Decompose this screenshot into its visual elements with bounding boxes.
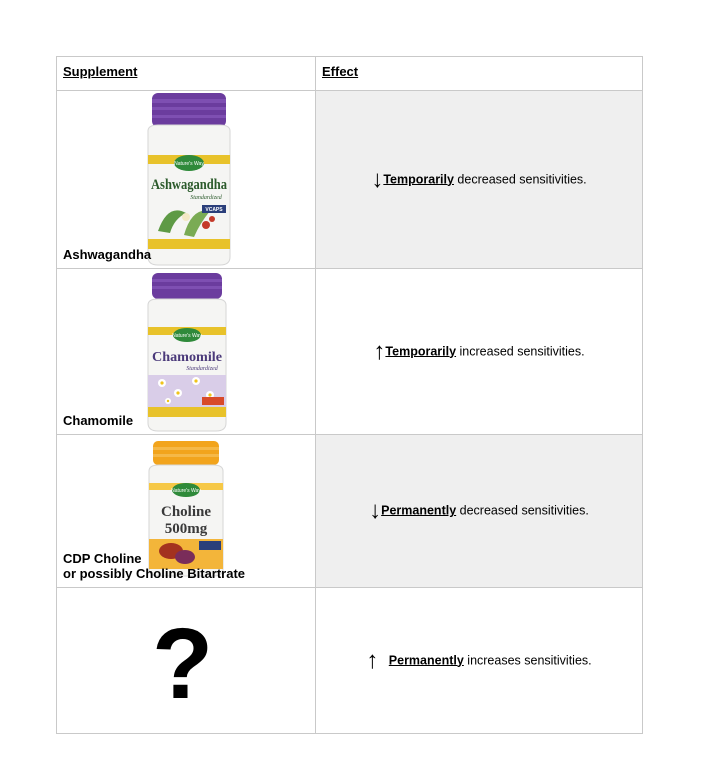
effect-keyword: Permanently [388,652,464,667]
ashwagandha-bottle-image [144,91,234,266]
effect-keyword: Permanently [381,503,457,518]
header-cell-supplement [57,57,316,91]
arrow-up-icon: ↑ [373,337,386,365]
header-row [57,57,643,91]
supplement-cell [57,588,316,734]
ashwagandha-badge: VCAPS [205,207,223,213]
ashwagandha-label: Ashwagandha [151,177,228,193]
choline-label: Choline [160,504,212,520]
header-cell-effect [316,57,643,91]
effect-description: increased sensitivities. [456,343,585,358]
ashwagandha-brand: Nature's Way [174,161,204,167]
supplement-name-line: Chamomile [63,413,134,428]
choline-brand: Nature's Way [171,488,201,494]
effect-description: decreased sensitivities. [456,503,589,518]
effect-text [316,165,642,193]
effect-cell [316,435,643,588]
effect-keyword: Temporarily [383,171,454,186]
supplement-name-line: Ashwagandha [63,247,152,262]
chamomile-sub: Standardized [186,366,218,372]
choline-dose: 500mg [164,521,208,537]
table-row [57,269,643,435]
effect-cell [316,269,643,435]
supplement-name [63,551,245,581]
header-effect: Effect [322,64,359,79]
effect-text [316,646,642,674]
arrow-down-icon: ↓ [371,165,384,193]
supplement-name-line: CDP Choline [63,551,142,566]
question-mark: ? [152,608,214,720]
header-supplement: Supplement [63,64,138,79]
effect-cell [316,91,643,269]
arrow-up-icon: ↑ [366,646,379,674]
supplement-cell [57,435,316,588]
supplement-table [56,56,643,734]
effect-cell [316,588,643,734]
table-row [57,435,643,588]
supplement-name [63,247,151,262]
supplement-name [63,413,133,428]
supplement-cell [57,269,316,435]
effect-text [316,337,642,365]
ashwagandha-sub: Standardized [190,195,222,201]
chamomile-brand: Nature's Way [172,333,202,339]
table-row [57,588,643,734]
effect-text [316,497,642,524]
table-row [57,91,643,269]
effect-description: increases sensitivities. [463,652,592,667]
arrow-down-icon: ↓ [369,497,382,524]
supplement-name-line: or possibly Choline Bitartrate [63,566,246,581]
chamomile-label: Chamomile [152,350,222,365]
effect-description: decreased sensitivities. [453,171,587,186]
effect-keyword: Temporarily [385,343,457,358]
supplement-cell [57,91,316,269]
chamomile-bottle-image [144,271,230,433]
